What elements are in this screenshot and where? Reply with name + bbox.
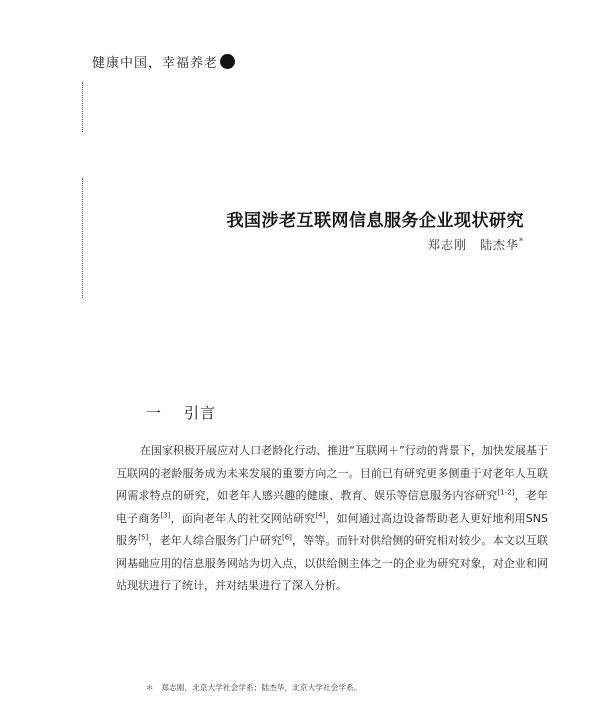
citation: [1-2] xyxy=(497,488,515,497)
margin-rule-upper xyxy=(82,82,83,132)
footnote: ＊ 郑志刚，北京大学社会学系；陆杰华，北京大学社会学系。 xyxy=(146,683,362,692)
paragraph-text: ，如何通过高边设备帮助老人更好地利用SNS服务 xyxy=(116,511,549,547)
citation: [4] xyxy=(315,510,326,519)
paragraph-text: 在国家积极开展应对人口老龄化行动、推进“互联网＋”行动的背景下，加快发展基于互联网的老龄服务成为未来发展的重要方向之一。目前已有研究更多侧重于对老年人互联网需求特点的研究，如老年人感兴趣的健康、教育、娱乐等信息服务内容研究 xyxy=(116,444,548,502)
paragraph-text: ，老年电子商务 xyxy=(116,489,548,525)
running-header-text: 健康中国，幸福养老 xyxy=(92,56,219,71)
section-title: 引言 xyxy=(184,404,217,422)
author-footnote-mark: * xyxy=(519,237,524,246)
citation: [3] xyxy=(160,510,171,519)
paragraph-text: ，等等。而针对供给侧的研究相对较少。本文以互联网基础应用的信息服务网站为切入点，以供给侧主体之一的企业为研究对象，对企业和网站现状进行了统计，并对结果进行了深入分析。 xyxy=(116,534,549,592)
citation: [5] xyxy=(138,533,149,542)
author-names: 郑志刚 陆杰华 xyxy=(427,238,519,252)
citation: [6] xyxy=(281,533,292,542)
section-heading xyxy=(146,402,216,423)
header-dot-icon xyxy=(220,54,235,69)
paragraph-text: ，面向老年人的社交网站研究 xyxy=(170,511,316,525)
section-number: 一 xyxy=(146,404,163,422)
paragraph-text: ，老年人综合服务门户研究 xyxy=(148,534,282,547)
article-title: 我国涉老互联网信息服务企业现状研究 xyxy=(226,211,524,231)
margin-rule-lower xyxy=(82,178,83,298)
article-authors xyxy=(428,236,524,253)
body-paragraph xyxy=(116,440,548,598)
running-header xyxy=(92,52,235,71)
